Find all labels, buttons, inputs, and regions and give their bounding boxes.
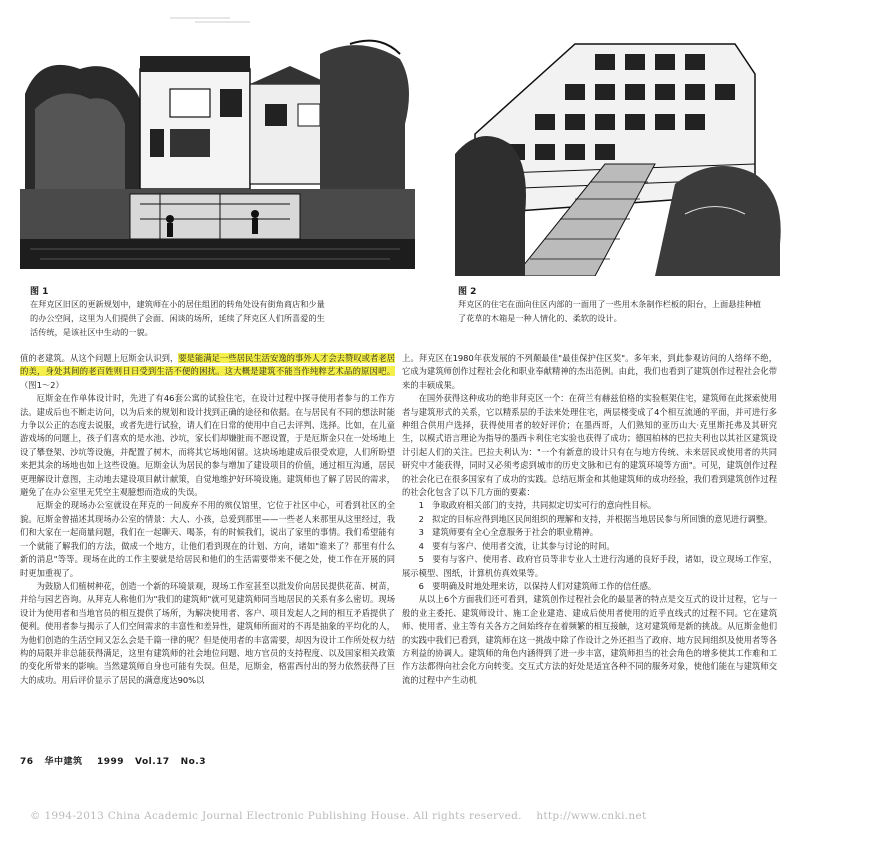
left-paragraph-1 (20, 352, 395, 392)
list-item: 6 要明确及时地处理来访，以保持人们对建筑师工作的信任感。 (418, 580, 657, 591)
left-paragraph-4: 为鼓励人们植树种花，创造一个新的环境景观，现场工作室甚至以批发价向居民提供花苗、树苗，并给与园艺咨询。从拜克人称他们为"我们的建筑师"就可见建筑师同当地居民的关系有多么密切。现场设计为使用者和当地官员的相互提供了场所，为解决使用者、客户、项目发起人之间的相互矛盾提供了便利。使用者参与揭示了人们空间需求的丰富性和差异性，建筑师所面对的不再是抽象的平均化的人，为他们创造的生活空间又怎么会是千篇一律的呢？但是使用者的丰富需要，却因为设计工作所处权力结构的局限并非总能获得满足，这里有建筑师的社会地位问题、地方官员的支持程度、以及国家相关政策的变化所带来的影响。当然建筑师自身也可能有失误。但是，厄斯金，格雷西付出的努力依然获得了巨大的成功。用后评价显示了居民的满意度达90%以 (20, 580, 395, 685)
figure-1-caption: 在拜克区旧区的更新规划中，建筑师在小的居住组团的转角处设有街角商店和少量的办公空间，这里为人们提供了会面、闲谈的场所，延续了拜克区人们所喜爱的生活传统，是该社区中生动的一貌。 (30, 299, 325, 337)
list-item: 2 拟定的目标应得到地区民间组织的理解和支持，并根据当地居民参与所回馈的意见进行调整。 (418, 513, 773, 524)
left-p1-start: 值的老建筑。从这个问题上厄斯金认识到， (20, 353, 179, 363)
left-p1-figure-ref: （图1～2） (20, 379, 64, 390)
list-item: 4 要有与客户、使用者交流，让其参与讨论的时间。 (418, 540, 615, 551)
right-text-column (402, 352, 777, 687)
right-paragraph-1: 上。拜克区在1980年获发展的不列颠最佳"最佳保护住区奖"。多年来，到此参观访问的人络绎不绝，它成为建筑师创作过程社会化和职业奉献精神的杰出范例。由此，我们也看到了建筑创作过程社会化带来的丰硕成果。 (402, 353, 777, 390)
right-paragraph-2: 在国外获得这种成功的绝非拜克区一个：在荷兰有赫兹伯格的实验框架住宅，建筑师在此探索使用者与建筑形式的关系，它以精系层的手法来处理住宅，两层楼变成了4个相互流通的平面，并可进行多种组合供用户选择，获得使用者的较好评价；在墨西哥，人们熟知的亚历山大·克里斯托弗及其研究生，以模式语言理论为指导的墨西卡利住宅实验也获得了成功；德国柏林的巴拉夫利也以其社区建筑设计引起人们的关注。巴拉夫利认为："一个有新意的设计只有在与地方传统、未来居民或使用者的共同研究中才能获得，同时又必须考虑到城市的历史文脉和已有的建筑环境等方面"。可见，建筑创作过程的社会化已在很多国家有了成功的实践。总结厄斯金和其他建筑师的成功经验，我们看到建筑创作过程的社会化包含了以下几方面的要素： (402, 393, 777, 498)
figure-2-sketch (455, 14, 785, 276)
left-text-column (20, 352, 395, 687)
left-paragraph-3: 厄斯金的现场办公室就设在拜克的一间废弃不用的殡仪馆里，它位于社区中心，可看到社区的全貌。厄斯金曾描述其现场办公室的情景：大人、小孩，总爱到那里——一些老人来那里从这里经过，我们和大家在一起商量问题，我们在一起聊天、喝茶，有的时候我们，说出了家里的事情。我们希望能有一个就能了解我们的方法，做成一个地方，让他们看到现在的计划、方向，诸如"谁来了？那里有什么新的消息"等等。现场在此的工作主要就是给居民和他们的生活需要带来不便之处，使工作在开展的同时更加重视了。 (20, 500, 395, 578)
list-item: 1 争取政府相关部门的支持，共同拟定切实可行的意向性目标。 (418, 500, 657, 511)
highlighted-sentence: 要是能满足一些居民生活安逸的事外人才会去赞叹或者老居的美，身处其间的老百姓则日日受到生活不便的困扰。这大概是建筑不能当作纯粹艺术品的原因吧。 (20, 353, 395, 377)
copyright-line (30, 810, 647, 822)
figure-1-sketch (20, 14, 415, 276)
journal-name: 华中建筑 (44, 757, 83, 767)
journal-year: 1999 (97, 757, 125, 767)
page-number: 76 (20, 757, 34, 767)
figure-2-caption: 拜克区的住宅在面向住区内部的一面用了一些用木条制作栏板的阳台，上面悬挂种植了花草的木箱是一种人情化的、柔软的设计。 (458, 299, 761, 323)
figure-2-label: 图 2 (458, 287, 477, 297)
page-footer (20, 754, 206, 767)
list-item: 5 要有与客户、使用者、政府官员等非专业人士进行沟通的良好手段，诸如，设立现场工作室，展示模型、图纸，计算机仿真效果等。 (402, 554, 777, 578)
left-paragraph-2: 厄斯金在作单体设计时，先进了有46套公寓的试验住宅，在设计过程中探寻使用者参与的工作方法。建成后也不断走访问，以为后来的规划和设计找到正确的途径和依据。在与居民有不同的想法时能力争以公正的态度去说服，或者先进行试验，请人们在日常的使用中自己去评判、选择。比如，在儿童游戏场的问题上，孩子们喜欢的是水池、沙坑，家长们却嫌脏而不愿设置，于是厄斯金只在一处场地上设了攀登架、沙坑等设施，并配置了树木，而将其它场地闲留。这块场地建成后很受欢迎，人们所盼望来把其余的场地也如上这些设施。厄斯金认为居民的参与增加了建设项目的价值，通过相互沟通，居民更理解设计意图，主动地去建设项目献计献策，自觉地维护好环境设施。建筑师也了解了居民的需求，避免了在办公室里无凭空主观臆想而造成的失误。 (20, 393, 395, 498)
copyright-url: http://www.cnki.net (536, 810, 647, 822)
right-paragraph-3: 从以上6个方面我们还可看到，建筑创作过程社会化的最显著的特点是交互式的设计过程，它与一般的业主委托、建筑师设计、施工企业建造、建成后使用者使用的近乎直线式的过程不同。它在建筑师、使用者、业主等有关各方之间始终存在着频繁的相互接触，这对建筑师是新的挑战。从厄斯金他们的实践中我们已看到，建筑师在这一挑战中除了作设计之外还担当了政府、地方民间组织及使用者等各方利益的协调人。建筑师的角色内涵得到了进一步丰富，建筑师担当的社会角色的增多使其工作难和工作方法都得向社会化方向转变。交互式方法的好处是适宜各种不同的服务对象，使他们能在与建筑师交流的过程中产生动机 (402, 594, 777, 685)
list-item: 3 建筑师要有全心全意服务于社会的职业精神。 (418, 527, 599, 538)
journal-volume: Vol.17 (134, 757, 170, 767)
figure-1-label: 图 1 (30, 287, 49, 297)
journal-number: No.3 (180, 757, 206, 767)
copyright-text: © 1994-2013 China Academic Journal Electronic Publishing House. All rights reserved. (30, 810, 522, 822)
